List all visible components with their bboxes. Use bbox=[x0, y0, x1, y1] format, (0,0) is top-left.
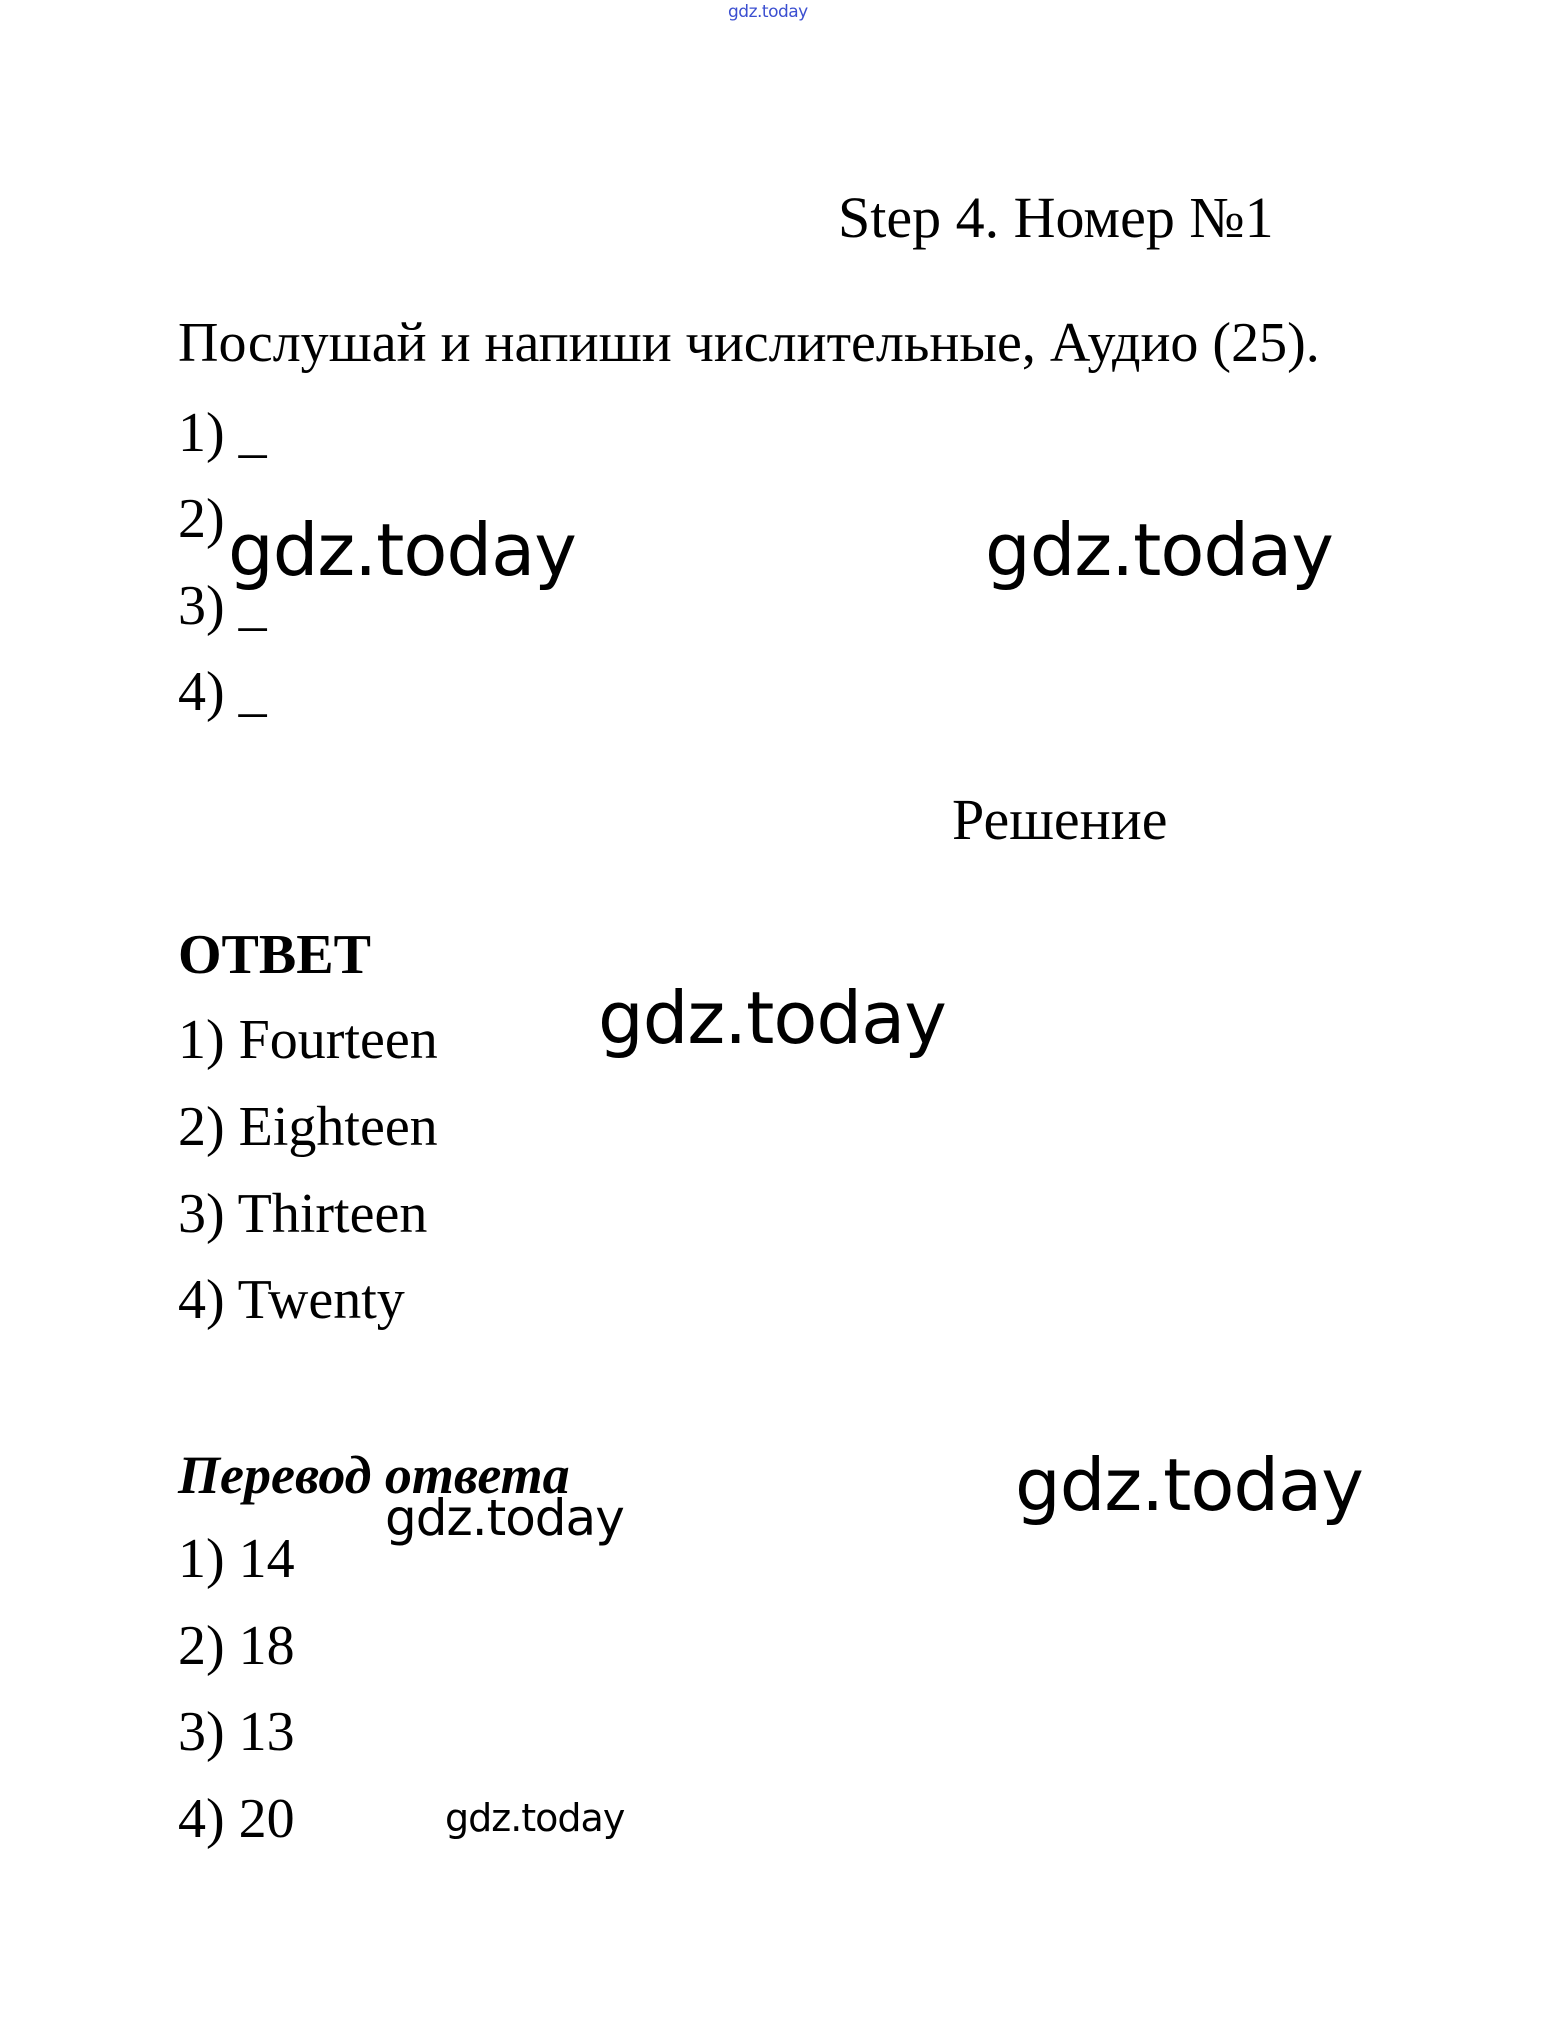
watermark: gdz.today bbox=[598, 976, 946, 1060]
solution-label: Решение bbox=[952, 787, 1168, 852]
answer-item: 4) Twenty bbox=[178, 1269, 405, 1331]
task-item: 3) _ bbox=[178, 575, 267, 637]
answer-item: 3) Thirteen bbox=[178, 1183, 428, 1245]
task-item: 1) _ bbox=[178, 402, 267, 464]
watermark: gdz.today bbox=[985, 508, 1333, 592]
translation-item: 1) 14 bbox=[178, 1528, 295, 1590]
translation-item: 4) 20 bbox=[178, 1788, 295, 1850]
answer-heading: ОТВЕТ bbox=[178, 924, 371, 986]
answer-item: 1) Fourteen bbox=[178, 1009, 438, 1071]
header-watermark: gdz.today bbox=[728, 2, 808, 22]
watermark: gdz.today bbox=[445, 1796, 625, 1840]
task-instruction: Послушай и напиши числительные, Аудио (25). bbox=[178, 312, 1320, 374]
translation-item: 2) 18 bbox=[178, 1615, 295, 1677]
watermark: gdz.today bbox=[1015, 1443, 1363, 1527]
watermark: gdz.today bbox=[228, 508, 576, 592]
task-item: 2) bbox=[178, 488, 225, 550]
translation-heading: Перевод ответа bbox=[178, 1445, 570, 1505]
translation-item: 3) 13 bbox=[178, 1701, 295, 1763]
answer-item: 2) Eighteen bbox=[178, 1096, 438, 1158]
task-item: 4) _ bbox=[178, 661, 267, 723]
watermark: gdz.today bbox=[385, 1489, 624, 1547]
page-title: Step 4. Номер №1 bbox=[838, 185, 1274, 250]
